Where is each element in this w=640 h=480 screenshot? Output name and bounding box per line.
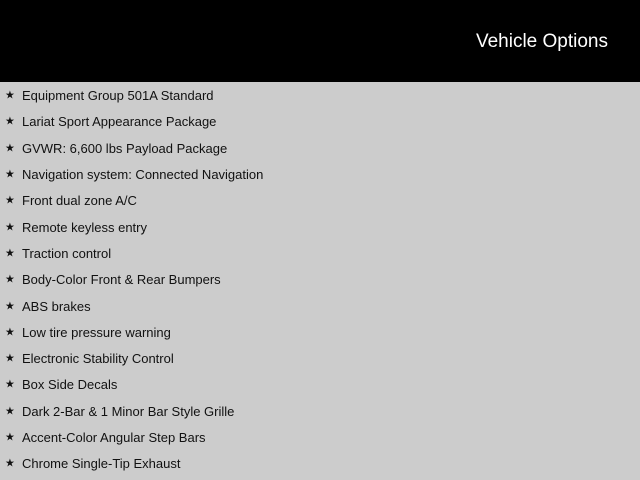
vehicle-options-list: [0, 83, 640, 480]
option-label: GVWR: 6,600 lbs Payload Package: [22, 140, 228, 156]
star-icon: ★: [5, 220, 15, 234]
option-label: ABS brakes: [22, 298, 91, 314]
list-item: [0, 83, 640, 109]
list-item: [0, 346, 640, 372]
star-icon: ★: [5, 115, 15, 129]
option-label: Lariat Sport Appearance Package: [22, 114, 217, 130]
list-item: [0, 188, 640, 214]
option-label: Remote keyless entry: [22, 219, 147, 235]
option-label: Box Side Decals: [22, 377, 118, 393]
star-icon: ★: [5, 88, 15, 102]
list-item: [0, 320, 640, 346]
option-label: Low tire pressure warning: [22, 324, 171, 340]
list-item: [0, 293, 640, 319]
option-label: Equipment Group 501A Standard: [22, 88, 214, 104]
list-item: [0, 109, 640, 135]
star-icon: ★: [5, 299, 15, 313]
option-label: Traction control: [22, 245, 112, 261]
list-item: [0, 372, 640, 398]
list-item: [0, 214, 640, 240]
star-icon: ★: [5, 430, 15, 444]
list-item: [0, 399, 640, 425]
star-icon: ★: [5, 378, 15, 392]
star-icon: ★: [5, 246, 15, 260]
page-header: [0, 0, 640, 82]
star-icon: ★: [5, 141, 15, 155]
star-icon: ★: [5, 272, 15, 286]
page-title: Vehicle Options: [475, 31, 608, 52]
option-label: Chrome Single-Tip Exhaust: [22, 456, 181, 472]
option-label: Accent-Color Angular Step Bars: [22, 430, 206, 445]
option-label: Body-Color Front & Rear Bumpers: [22, 272, 221, 288]
list-item: [0, 136, 640, 162]
star-icon: ★: [5, 404, 15, 418]
option-label: Electronic Stability Control: [22, 351, 174, 367]
star-icon: ★: [5, 351, 15, 365]
list-item: [0, 241, 640, 267]
option-label: Front dual zone A/C: [22, 193, 137, 209]
star-icon: ★: [5, 167, 15, 181]
star-icon: ★: [5, 325, 15, 339]
list-item: [0, 451, 640, 477]
list-item: [0, 425, 640, 451]
list-item: [0, 162, 640, 188]
option-label: Dark 2-Bar & 1 Minor Bar Style Grille: [22, 403, 235, 419]
list-item: [0, 267, 640, 293]
option-label: Navigation system: Connected Navigation: [22, 167, 264, 183]
star-icon: ★: [5, 193, 15, 207]
star-icon: ★: [5, 456, 15, 470]
